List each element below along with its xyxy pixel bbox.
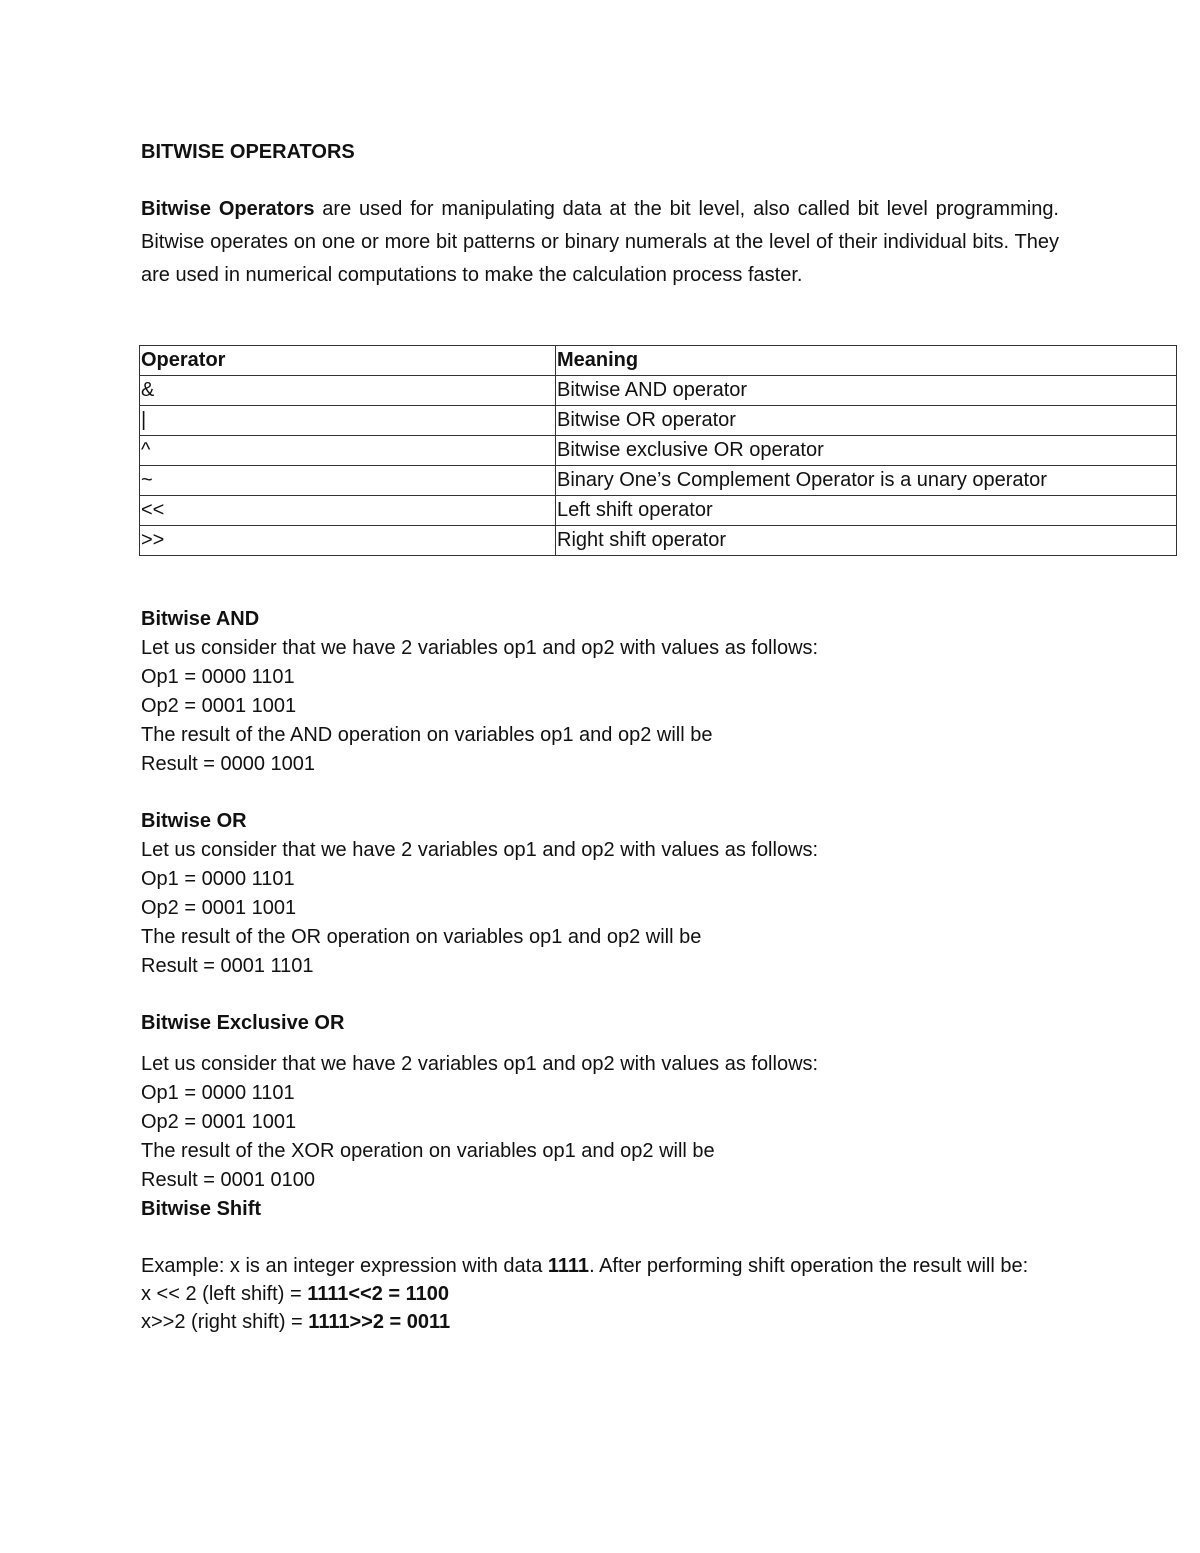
section-line: The result of the XOR operation on variables op1 and op2 will be [141, 1140, 715, 1162]
section-line: The result of the OR operation on variables op1 and op2 will be [141, 926, 702, 948]
right-shift-result: 1111>>2 = 0011 [308, 1311, 451, 1333]
header-operator: Operator [140, 346, 556, 376]
section-line: Let us consider that we have 2 variables op1 and op2 with values as follows: [141, 1053, 819, 1075]
header-meaning: Meaning [556, 346, 1177, 376]
section-line: Result = 0001 1101 [141, 955, 314, 977]
section-line: Op1 = 0000 1101 [141, 666, 295, 688]
table-row [140, 406, 1177, 436]
example-suffix: . After performing shift operation the result will be: [589, 1255, 1029, 1277]
meaning-cell: Bitwise OR operator [556, 406, 1177, 436]
operator-cell: | [140, 406, 556, 436]
meaning-cell: Bitwise AND operator [556, 376, 1177, 406]
page-title: BITWISE OPERATORS [141, 141, 355, 163]
intro-text: are used for manipulating data at the bit level, also called bit level programming. Bitwise operates on one or more bit patterns or binary numerals at the level of their individual bits. They are used in numerical computations to make the calculation process faster. [141, 198, 1059, 286]
section-line: Result = 0000 1001 [141, 753, 316, 775]
table-header-row [140, 346, 1177, 376]
operators-table [139, 345, 1177, 556]
operator-cell: >> [140, 526, 556, 556]
section-bitwise-or [141, 807, 818, 981]
section-line: Op2 = 0001 1001 [141, 897, 297, 919]
section-line: Result = 0001 0100 [141, 1169, 316, 1191]
right-shift-line [141, 1308, 1059, 1336]
section-bitwise-and [141, 605, 818, 779]
shift-example [141, 1252, 1059, 1280]
operator-cell: << [140, 496, 556, 526]
meaning-cell: Right shift operator [556, 526, 1177, 556]
section-line: Op2 = 0001 1001 [141, 1111, 297, 1133]
section-heading: Bitwise AND [141, 608, 260, 630]
right-shift-label: x>>2 (right shift) = [141, 1311, 309, 1333]
table-row [140, 466, 1177, 496]
operator-cell: & [140, 376, 556, 406]
section-heading: Bitwise Exclusive OR [141, 1012, 345, 1034]
intro-term: Bitwise Operators [141, 198, 315, 220]
meaning-cell: Binary One’s Complement Operator is a unary operator [556, 466, 1177, 496]
left-shift-result: 1111<<2 = 1100 [307, 1283, 450, 1305]
section-line: Op2 = 0001 1001 [141, 695, 297, 717]
example-prefix: Example: x is an integer expression with data [141, 1255, 548, 1277]
meaning-cell: Bitwise exclusive OR operator [556, 436, 1177, 466]
section-bitwise-xor [141, 1009, 818, 1224]
operator-cell: ^ [140, 436, 556, 466]
example-value: 1111 [547, 1255, 590, 1277]
section-line: Let us consider that we have 2 variables op1 and op2 with values as follows: [141, 637, 819, 659]
section-line: The result of the AND operation on variables op1 and op2 will be [141, 724, 713, 746]
section-bitwise-shift [141, 1252, 1059, 1336]
section-heading: Bitwise OR [141, 810, 247, 832]
operator-cell: ~ [140, 466, 556, 496]
section-line: Op1 = 0000 1101 [141, 1082, 295, 1104]
table-row [140, 436, 1177, 466]
table-row [140, 526, 1177, 556]
meaning-cell: Left shift operator [556, 496, 1177, 526]
section-line: Op1 = 0000 1101 [141, 868, 295, 890]
left-shift-label: x << 2 (left shift) = [141, 1283, 308, 1305]
section-line: Let us consider that we have 2 variables op1 and op2 with values as follows: [141, 839, 819, 861]
left-shift-line [141, 1280, 1059, 1308]
intro-paragraph [141, 193, 1059, 292]
table-row [140, 496, 1177, 526]
section-heading-shift: Bitwise Shift [141, 1198, 262, 1220]
table-row [140, 376, 1177, 406]
